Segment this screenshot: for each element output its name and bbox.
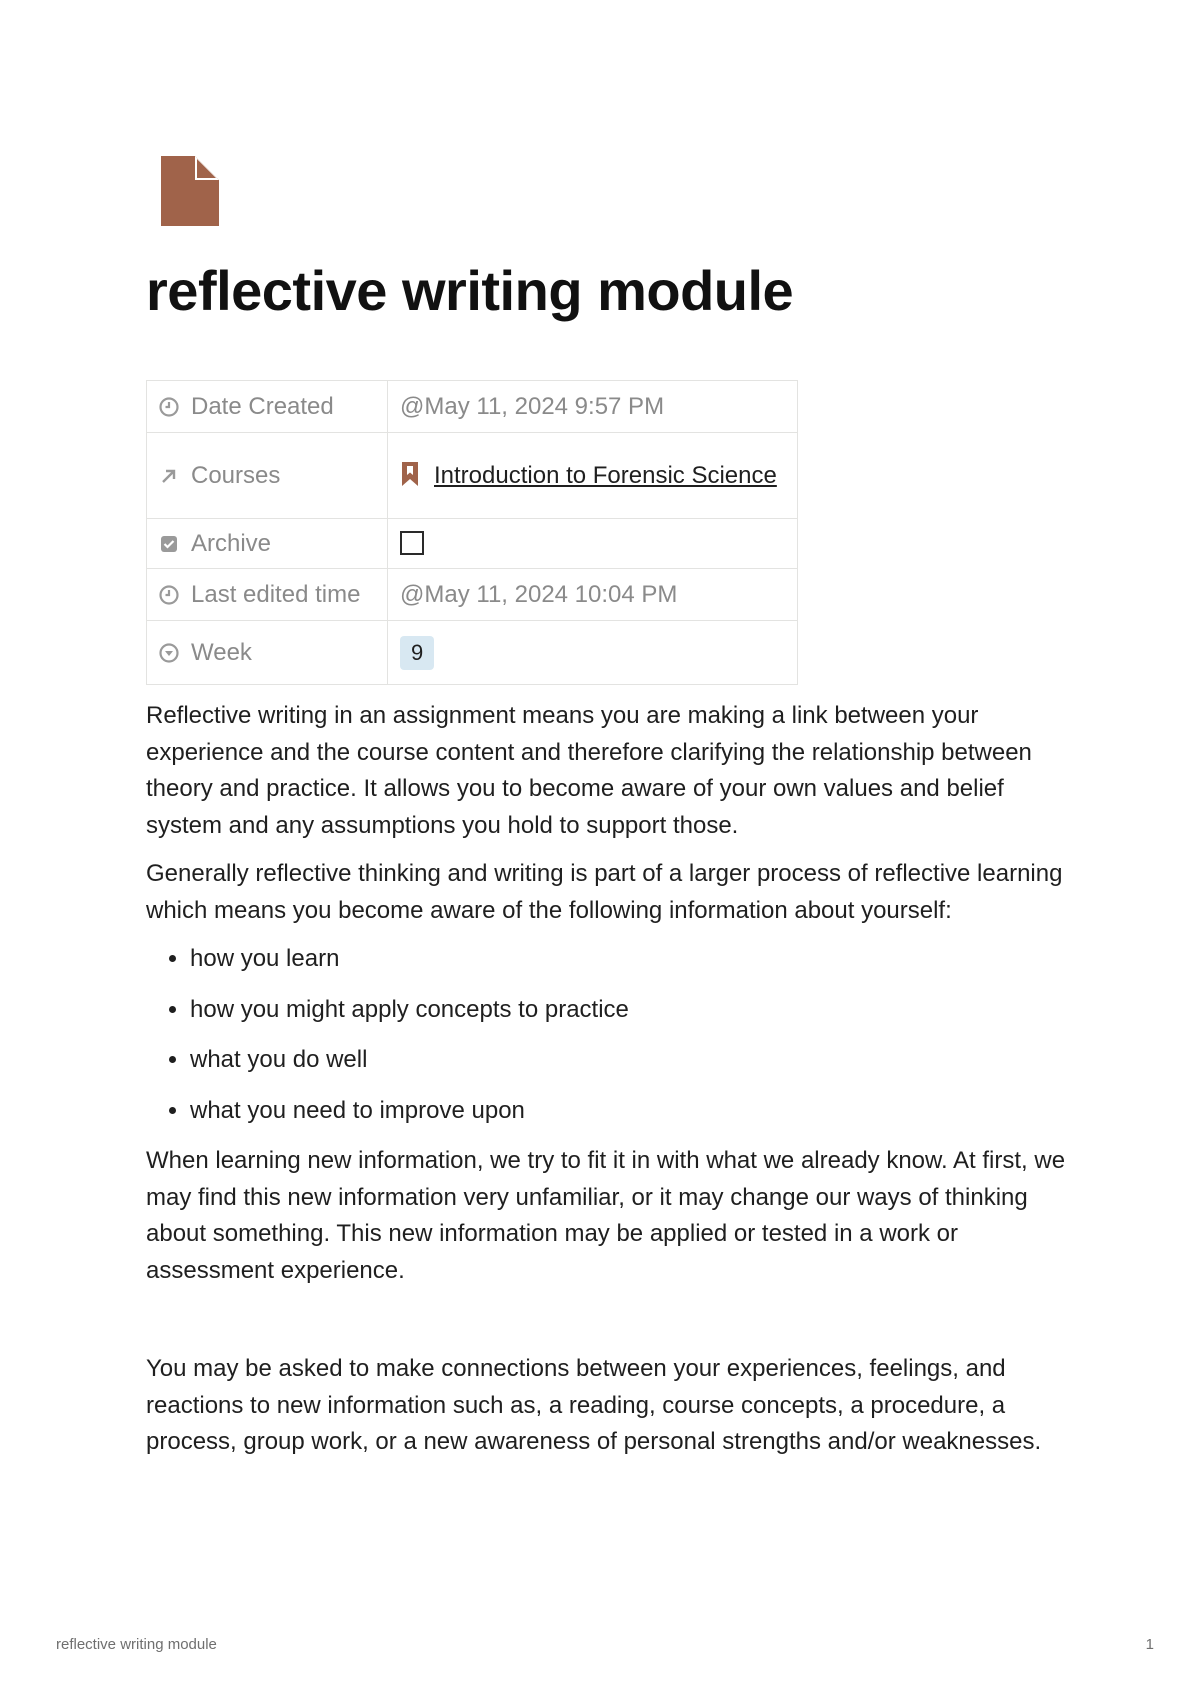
property-label: Courses [191,461,281,489]
document-icon [161,156,219,226]
property-value-week [388,621,798,685]
bullet-list [146,941,1066,1129]
list-item: • what you do well [190,1042,1066,1079]
property-name-last-edited [147,569,388,621]
property-value-date-created[interactable]: @May 11, 2024 9:57 PM [388,381,798,433]
properties-table [146,380,798,685]
property-row-courses [147,433,798,519]
property-value-last-edited: @May 11, 2024 10:04 PM [388,569,798,621]
property-name-archive [147,519,388,569]
property-name-date-created [147,381,388,433]
list-item: • how you might apply concepts to practice [190,992,1066,1029]
footer-page-number: 1 [1145,1636,1154,1653]
paragraph-3: When learning new information, we try to fit it in with what we already know. At first, we may find this new information very unfamiliar, or it may change our ways of thinking about something. This new information may be applied or tested in a work or assessment experience. [146,1147,1066,1284]
property-row-archive [147,519,798,569]
property-name-week [147,621,388,685]
relation-arrow-icon [159,466,179,486]
archive-checkbox[interactable] [400,531,424,555]
property-name-courses [147,433,388,519]
list-item: • what you need to improve upon [190,1093,1066,1130]
property-label: Archive [191,529,272,557]
week-tag[interactable]: 9 [400,636,434,670]
paragraph-4: You may be asked to make connections between your experiences, feelings, and reactions to new information such as, a reading, course concepts, a procedure, a process, group work, or a new awareness of personal strengths and/or weaknesses. [146,1355,1042,1455]
property-label: Last edited time [191,580,361,608]
property-row-week [147,621,798,685]
paragraph-1: Reflective writing in an assignment means you are making a link between your experience and the course content and therefore clarifying the relationship between theory and practice. It allows you to become aware of your own values and belief system and any assumptions you hold to support those. [146,702,1032,839]
clock-icon [159,585,179,605]
page-content [146,698,1066,1473]
checkbox-property-icon [159,534,179,554]
property-label: Week [191,638,252,666]
property-row-date-created [147,381,798,433]
property-value-archive [388,519,798,569]
footer-title: reflective writing module [56,1636,217,1653]
select-icon [159,643,179,663]
paragraph-2: Generally reflective thinking and writing is part of a larger process of reflective learning which means you become aware of the following information about yourself: [146,860,1063,924]
clock-icon [159,397,179,417]
property-row-last-edited [147,569,798,621]
bookmark-icon [400,461,420,487]
property-label: Date Created [191,392,334,420]
page-title: reflective writing module [146,259,794,322]
empty-block [146,1301,1066,1351]
property-value-courses [388,433,798,519]
course-link[interactable]: Introduction to Forensic Science [434,461,777,489]
list-item: • how you learn [190,941,1066,978]
